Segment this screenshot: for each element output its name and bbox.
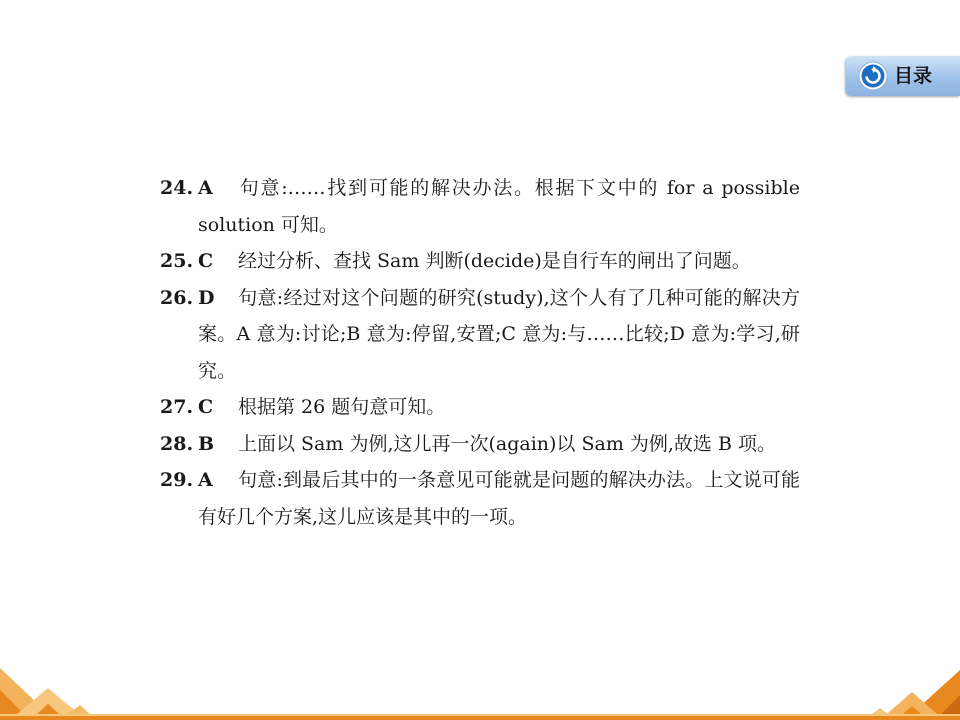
answer-explanation: 根据第 26 题句意可知。 [238, 396, 446, 418]
answer-letter: B [198, 432, 215, 455]
answer-letter: D [198, 286, 215, 309]
answer-explanation: 上面以 Sam 为例,这儿再一次(again)以 Sam 为例,故选 B 项。 [238, 432, 776, 455]
answer-item [160, 170, 800, 243]
answer-explanation: 句意:经过对这个问题的研究(study),这个人有了几种可能的解决方案。A 意为:讨论;B 意为:停留,安置;C 意为:与……比较;D 意为:学习,研究。 [198, 286, 800, 382]
answer-list [160, 170, 800, 535]
refresh-icon [858, 61, 888, 91]
answer-letter: A [198, 469, 213, 491]
toc-label: 目录 [894, 65, 933, 87]
footer-decoration [0, 660, 960, 720]
answer-letter: C [198, 396, 214, 418]
answer-number: 29. [160, 469, 194, 491]
answer-number: 28. [160, 432, 194, 455]
answer-explanation: 句意:到最后其中的一条意见可能就是问题的解决办法。上文说可能有好几个方案,这儿应该是其中的一项。 [198, 469, 800, 528]
answer-explanation: 经过分析、查找 Sam 判断(decide)是自行车的闸出了问题。 [238, 250, 751, 272]
answer-number: 26. [160, 286, 194, 309]
answer-letter: A [198, 177, 213, 199]
answer-letter: C [198, 250, 214, 272]
answer-number: 24. [160, 177, 194, 199]
answer-item [160, 426, 800, 463]
toc-button[interactable] [846, 56, 960, 96]
answer-number: 27. [160, 396, 194, 418]
answer-number: 25. [160, 250, 194, 272]
answer-item [160, 462, 800, 535]
answer-item [160, 389, 800, 426]
answer-item [160, 280, 800, 390]
answer-item [160, 243, 800, 280]
answer-explanation: 句意:……找到可能的解决办法。根据下文中的 for a possible solution 可知。 [198, 177, 800, 236]
